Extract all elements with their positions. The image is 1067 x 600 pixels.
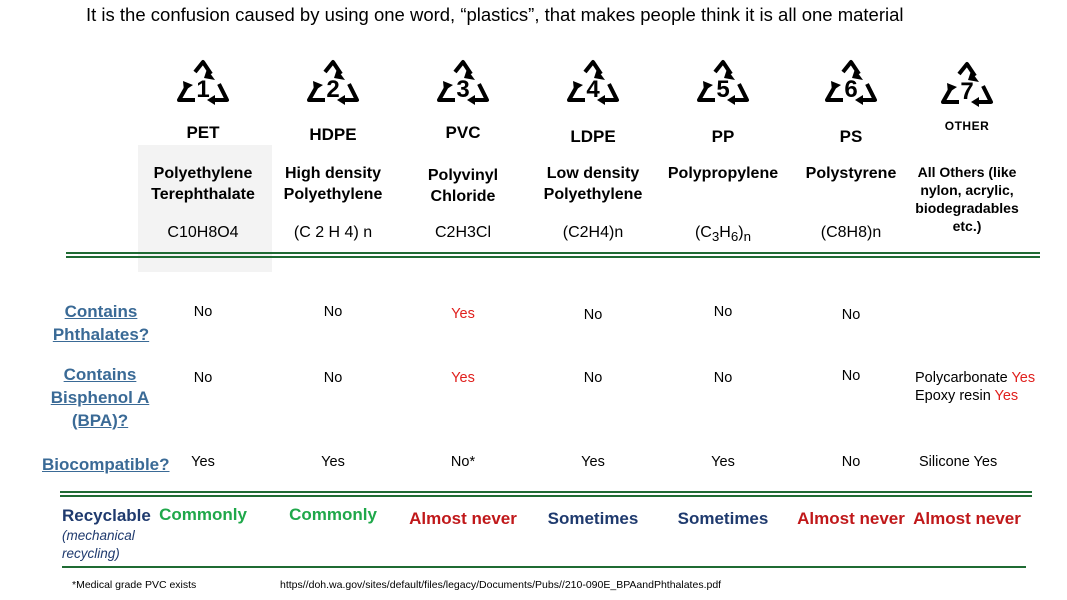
- page-title: It is the confusion caused by using one word, “plastics”, that makes people think it is all one material: [86, 4, 904, 25]
- plastic-name-pet: Polyethylene Terephthalate: [151, 165, 255, 203]
- phthalates-hdpe: No: [323, 304, 343, 320]
- recycling-symbol-3-icon: [433, 58, 493, 118]
- formula-ldpe: (C2H4)n: [562, 224, 624, 241]
- phthalates-pet: No: [193, 304, 213, 320]
- recycling-symbol-4-icon: [563, 58, 623, 118]
- plastic-name-ldpe: Low density Polyethylene: [543, 165, 643, 203]
- recyclable-ldpe: Sometimes: [547, 509, 639, 528]
- phthalates-pvc: Yes: [451, 306, 475, 322]
- recyclable-pp: Sometimes: [677, 509, 769, 528]
- svg-text:3: 3: [456, 76, 470, 103]
- biocompatible-pvc: No*: [450, 454, 476, 470]
- resin-code-hdpe: HDPE: [309, 125, 357, 144]
- header-divider-top: [66, 252, 1040, 254]
- svg-text:7: 7: [960, 78, 974, 105]
- bpa-other-line: Polycarbonate Yes: [915, 370, 1036, 386]
- row-label-biocompatible: Biocompatible?: [42, 455, 170, 474]
- row-label-recyclable-sub: (mechanical recycling): [62, 528, 135, 561]
- resin-code-pet: PET: [186, 123, 220, 142]
- biocompatible-pet: Yes: [191, 454, 215, 470]
- plastic-name-ps: Polystyrene: [805, 165, 897, 182]
- footer-divider: [62, 566, 1026, 568]
- svg-text:2: 2: [326, 76, 340, 103]
- bpa-ldpe: No: [583, 370, 603, 386]
- plastic-name-other: All Others (like nylon, acrylic, biodegradables etc.): [915, 164, 1019, 234]
- recycling-symbol-2-icon: [303, 58, 363, 118]
- formula-pp: $(C_3H_6)_n$: [694, 224, 752, 245]
- biocompatible-other: Silicone Yes: [919, 454, 998, 470]
- bpa-other-line: Epoxy resin Yes: [915, 388, 1019, 404]
- bpa-pet: No: [193, 370, 213, 386]
- formula-hdpe: (C 2 H 4) n: [293, 224, 373, 241]
- row-label-recyclable: Recyclable: [62, 506, 151, 525]
- footnote: *Medical grade PVC exists: [72, 579, 197, 591]
- svg-text:1: 1: [196, 76, 210, 103]
- bpa-ps: No: [841, 368, 861, 384]
- bpa-other-flag: Yes: [994, 388, 1019, 404]
- recycling-symbol-7-icon: [937, 60, 997, 120]
- recyclable-other: Almost never: [913, 509, 1021, 528]
- bpa-hdpe: No: [323, 370, 343, 386]
- plastic-name-pp: Polypropylene: [667, 165, 779, 182]
- svg-text:5: 5: [716, 76, 730, 103]
- phthalates-pp: No: [713, 304, 733, 320]
- phthalates-ldpe: No: [583, 307, 603, 323]
- biocompatible-ps: No: [841, 454, 861, 470]
- recycling-symbol-1-icon: [173, 58, 233, 118]
- svg-text:6: 6: [844, 76, 858, 103]
- row-label-phthalates: Contains Phthalates?: [52, 302, 150, 344]
- biocompatible-pp: Yes: [711, 454, 735, 470]
- resin-code-pvc: PVC: [445, 123, 481, 142]
- header-divider-bottom: [66, 256, 1040, 258]
- recyclable-divider-bottom: [60, 495, 1032, 497]
- recycling-symbol-6-icon: [821, 58, 881, 118]
- formula-ps: (C8H8)n: [820, 224, 882, 241]
- row-label-bpa: Contains Bisphenol A (BPA)?: [50, 365, 150, 430]
- resin-code-pp: PP: [711, 127, 735, 146]
- resin-code-other: OTHER: [944, 119, 990, 133]
- recyclable-hdpe: Commonly: [289, 505, 377, 524]
- phthalates-ps: No: [841, 307, 861, 323]
- source-link[interactable]: https//doh.wa.gov/sites/default/files/legacy/Documents/Pubs//210-090E_BPAandPhthalates.pdf: [280, 579, 722, 591]
- resin-code-ps: PS: [839, 127, 863, 146]
- formula-pvc: C2H3Cl: [434, 224, 491, 241]
- resin-code-ldpe: LDPE: [570, 127, 616, 146]
- biocompatible-hdpe: Yes: [321, 454, 345, 470]
- recyclable-divider-top: [60, 491, 1032, 493]
- biocompatible-ldpe: Yes: [581, 454, 605, 470]
- bpa-other-flag: Yes: [1011, 370, 1036, 386]
- bpa-pvc: Yes: [451, 370, 475, 386]
- formula-pet: C10H8O4: [167, 224, 239, 241]
- plastic-name-pvc: Polyvinyl Chloride: [427, 167, 499, 205]
- plastic-name-hdpe: High density Polyethylene: [283, 165, 383, 203]
- svg-text:4: 4: [586, 76, 600, 103]
- recyclable-pet: Commonly: [159, 505, 247, 524]
- recycling-symbol-5-icon: [693, 58, 753, 118]
- recyclable-pvc: Almost never: [409, 509, 517, 528]
- recyclable-ps: Almost never: [797, 509, 905, 528]
- bpa-pp: No: [713, 370, 733, 386]
